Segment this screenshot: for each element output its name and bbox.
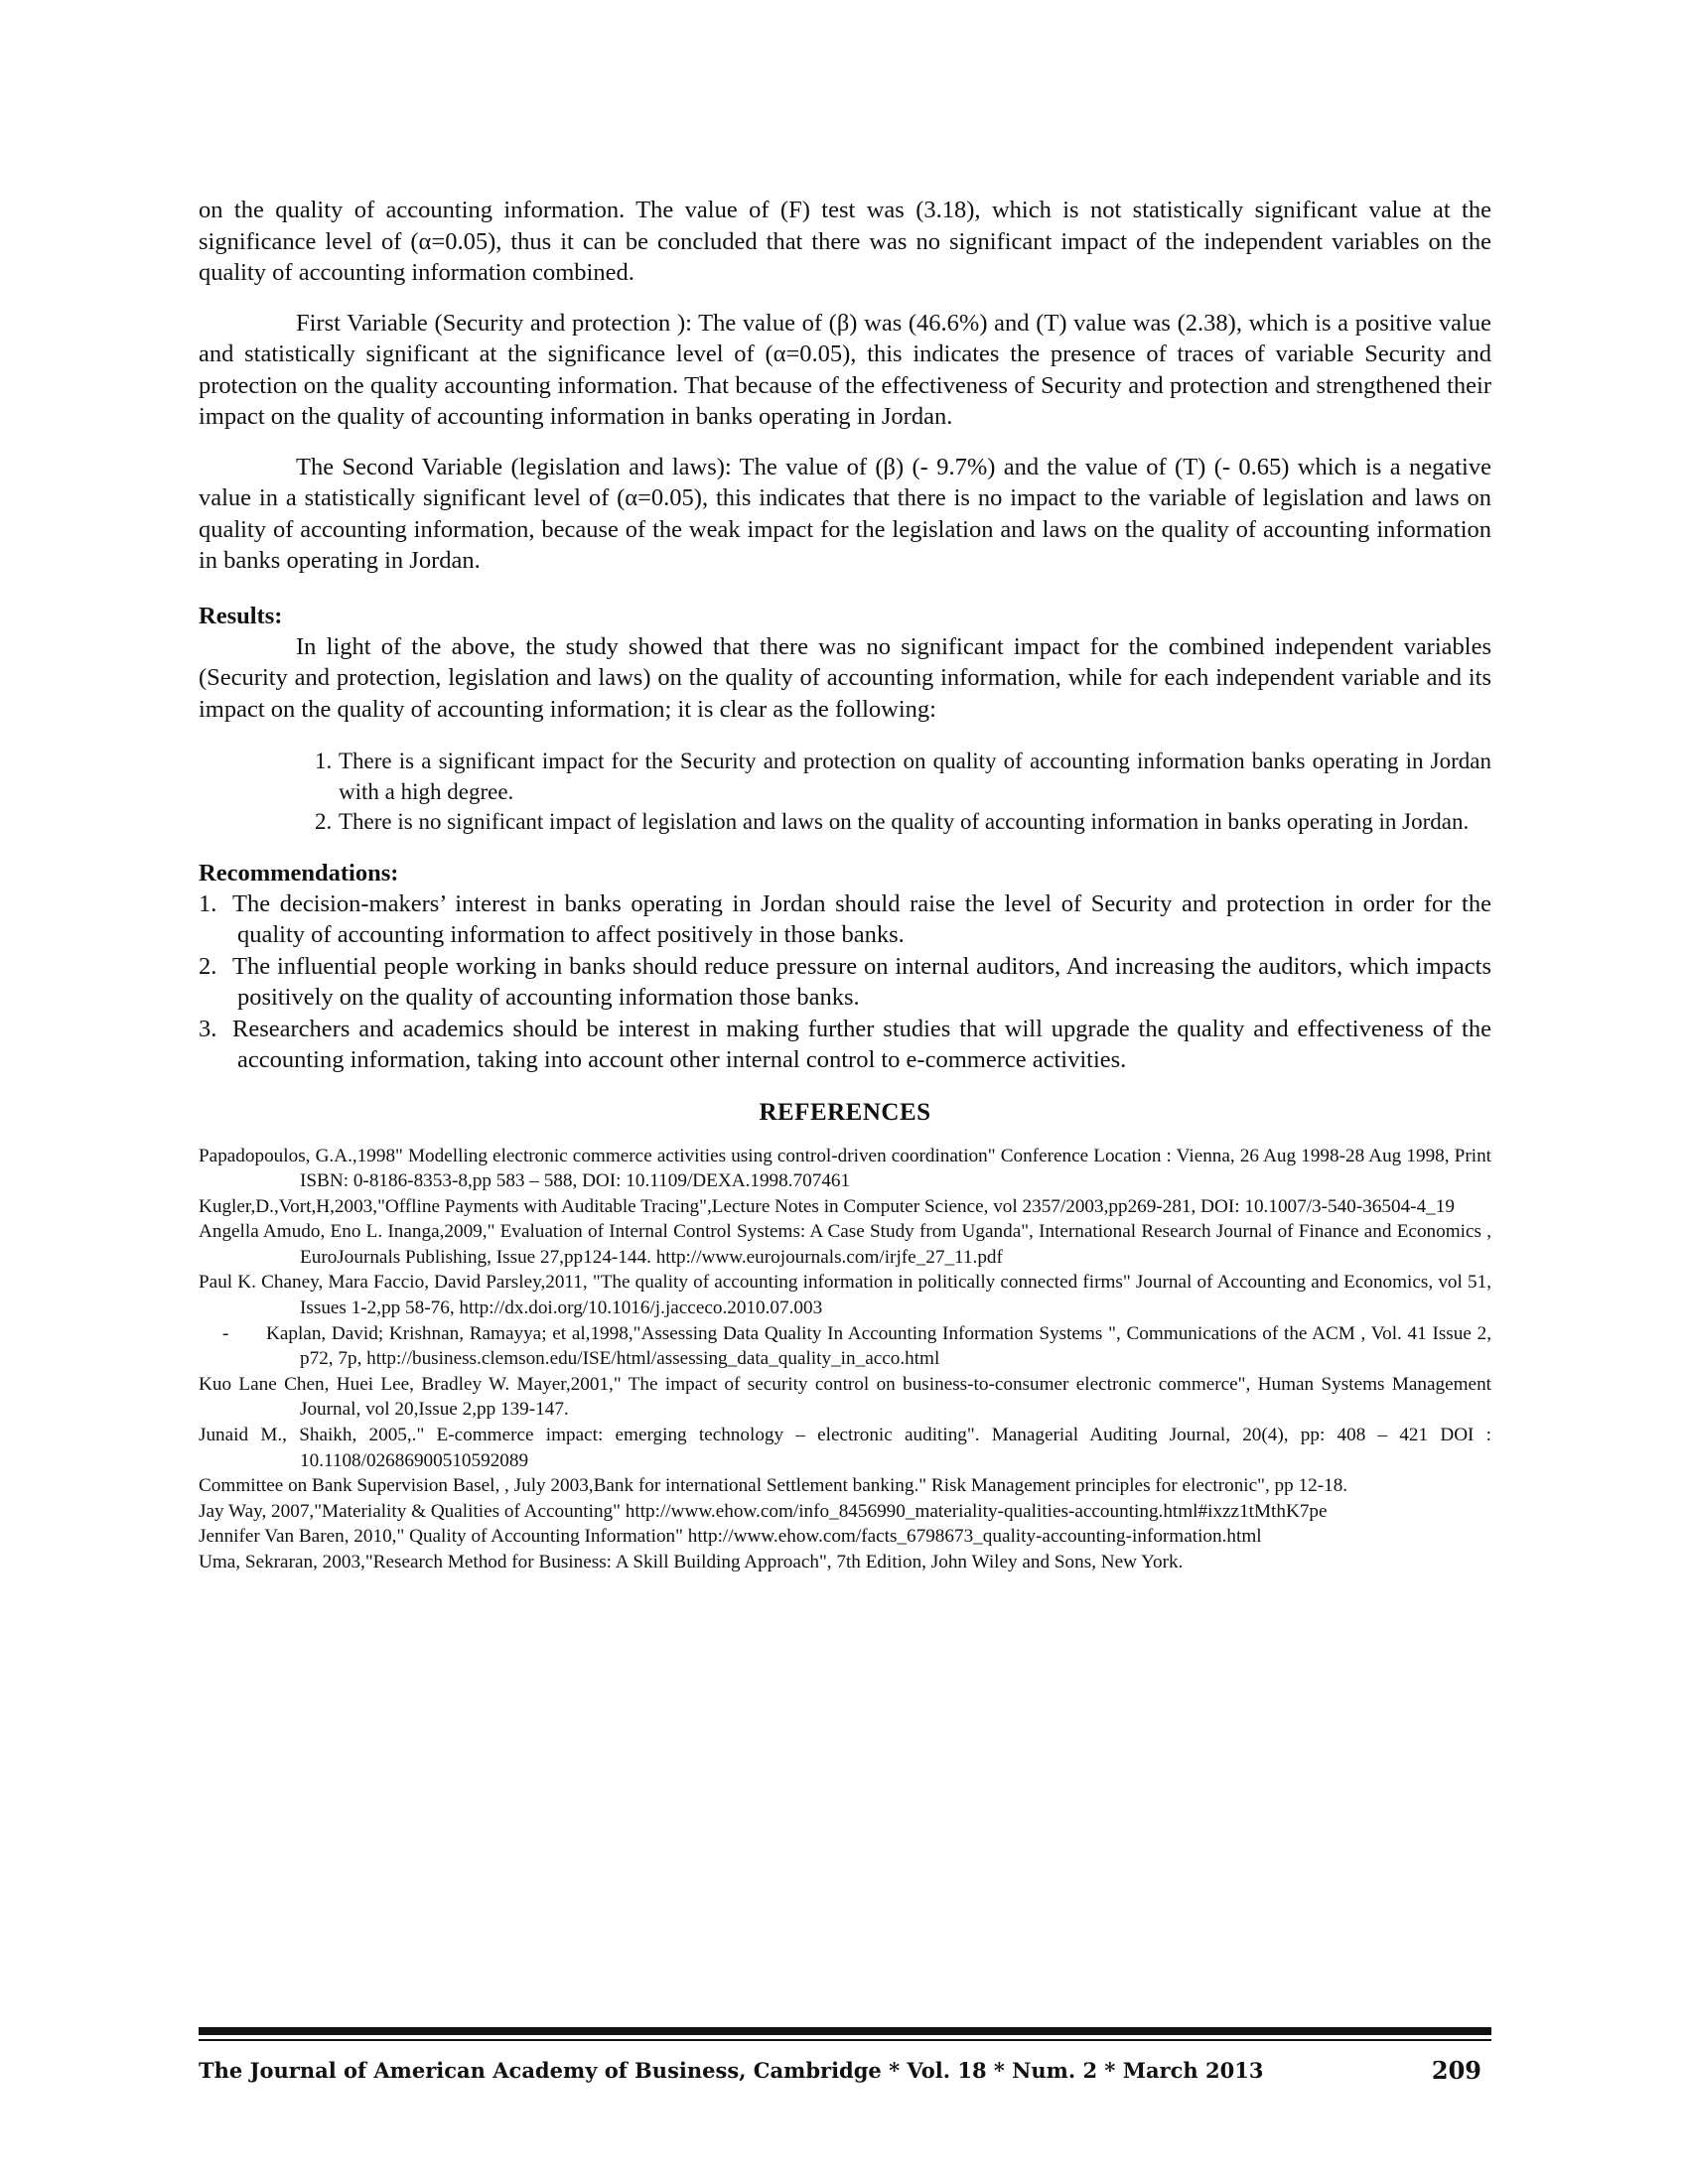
reference-text: Kaplan, David; Krishnan, Ramayya; et al,1998,"Assessing Data Quality In Accounting Information Systems ", Communications of the ACM , Vol. 41 Issue 2, p72, 7p, http://business.clemson.edu/ISE/html/assessing_data_quality_in_acco.html <box>266 1322 1491 1370</box>
recommendation-number: 2. <box>199 952 217 980</box>
results-item-text: There is no significant impact of legislation and laws on the quality of accounting information in banks operating in Jordan. <box>339 809 1470 834</box>
article-body <box>199 195 1491 1575</box>
recommendation-number: 1. <box>199 889 217 917</box>
reference-item: Jay Way, 2007,"Materiality & Qualities of Accounting" http://www.ehow.com/info_8456990_materiality-qualities-accounting.html#ixzz1tMthK7pe <box>199 1500 1328 1522</box>
results-item <box>199 747 1491 807</box>
reference-item <box>199 1321 1491 1372</box>
reference-item: Uma, Sekraran, 2003,"Research Method for Business: A Skill Building Approach", 7th Edition, John Wiley and Sons, New York. <box>199 1552 1184 1572</box>
reference-item: Committee on Bank Supervision Basel, , July 2003,Bank for international Settlement banking." Risk Management principles for electronic", pp 12-18. <box>199 1475 1348 1497</box>
recommendation-text: Researchers and academics should be interest in making further studies that will upgrade the quality and effectiveness of the accounting information, taking into account other internal control to e-commerce activities. <box>232 1015 1491 1073</box>
reference-dash-mark: - <box>222 1322 229 1344</box>
results-item-text: There is a significant impact for the Security and protection on quality of accounting information banks operating in Jordan with a high degree. <box>339 749 1491 804</box>
body-paragraph-2: First Variable (Security and protection ): The value of (β) was (46.6%) and (T) value was (2.38), which is a positive value and statistically significant at the significance level of (α=0.05), this indicates the presence of traces of variable Security and protection on the quality accounting information. That because of the effectiveness of Security and protection and strengthened their impact on the quality of accounting information in banks operating in Jordan. <box>199 309 1491 430</box>
results-intro: In light of the above, the study showed that there was no significant impact for the combined independent variables (Security and protection, legislation and laws) on the quality of accounting information, while for each independent variable and its impact on the quality of accounting information; it is clear as the following: <box>199 632 1491 723</box>
recommendation-text: The decision-makers’ interest in banks operating in Jordan should raise the level of Security and protection in order for the quality of accounting information to affect positively in those banks. <box>232 889 1491 948</box>
body-paragraph-1: on the quality of accounting information. The value of (F) test was (3.18), which is not statistically significant value at the significance level of (α=0.05), thus it can be concluded that there was no significant impact of the independent variables on the quality of accounting information combined. <box>199 197 1491 286</box>
recommendations-list <box>199 888 1491 1076</box>
recommendation-text: The influential people working in banks should reduce pressure on internal auditors, And increasing the auditors, which impacts positively on the quality of accounting information those banks. <box>232 952 1491 1011</box>
reference-item: Kugler,D.,Vort,H,2003,"Offline Payments with Auditable Tracing",Lecture Notes in Computer Science, vol 2357/2003,pp269-281, DOI: 10.1007/3-540-36504-4_19 <box>199 1195 1455 1217</box>
page-number: 209 <box>1431 2056 1481 2085</box>
reference-item: Junaid M., Shaikh, 2005,." E-commerce impact: emerging technology – electronic auditing". Managerial Auditing Journal, 20(4), pp: 408 – 421 DOI : 10.1108/02686900510592089 <box>199 1425 1491 1471</box>
results-heading: Results: <box>199 602 283 629</box>
journal-citation: The Journal of American Academy of Business, Cambridge * Vol. 18 * Num. 2 * March 2013 <box>199 2058 1264 2083</box>
reference-item: Paul K. Chaney, Mara Faccio, David Parsley,2011, "The quality of accounting information in politically connected firms" Journal of Accounting and Economics, vol 51, Issues 1-2,pp 58-76, http://dx.doi.org/10.1016/j.jacceco.2010.07.003 <box>199 1272 1491 1319</box>
results-item-number: 1. <box>315 749 333 773</box>
recommendations-heading: Recommendations: <box>199 859 399 887</box>
reference-item: Angella Amudo, Eno L. Inanga,2009," Evaluation of Internal Control Systems: A Case Study from Uganda", International Research Journal of Finance and Economics , EuroJournals Publishing, Issue 27,pp124-144. http://www.eurojournals.com/irjfe_27_11.pdf <box>199 1221 1491 1268</box>
results-list <box>199 747 1491 838</box>
recommendation-item <box>199 1014 1491 1076</box>
reference-item: Papadopoulos, G.A.,1998" Modelling electronic commerce activities using control-driven coordination" Conference Location : Vienna, 26 Aug 1998-28 Aug 1998, Print ISBN: 0-8186-8353-8,pp 583 – 588, DOI: 10.1109/DEXA.1998.707461 <box>199 1145 1491 1192</box>
body-paragraph-3: The Second Variable (legislation and laws): The value of (β) (- 9.7%) and the value of (T) (- 0.65) which is a negative value in a statistically significant level of (α=0.05), this indicates that there is no impact to the variable of legislation and laws on quality of accounting information, because of the weak impact for the legislation and laws on the quality of accounting information in banks operating in Jordan. <box>199 453 1491 574</box>
results-item <box>199 807 1491 838</box>
footer-rule-thick <box>199 2027 1491 2035</box>
results-item-number: 2. <box>315 809 333 834</box>
footer-rule-thin <box>199 2039 1491 2041</box>
references-list <box>199 1144 1491 1575</box>
page-footer <box>199 2053 1491 2089</box>
recommendation-item <box>199 888 1491 951</box>
reference-item: Jennifer Van Baren, 2010," Quality of Accounting Information" http://www.ehow.com/facts_6798673_quality-accounting-information.html <box>199 1526 1262 1548</box>
recommendation-number: 3. <box>199 1015 217 1042</box>
references-title: REFERENCES <box>759 1098 931 1126</box>
recommendation-item <box>199 951 1491 1014</box>
reference-item: Kuo Lane Chen, Huei Lee, Bradley W. Mayer,2001," The impact of security control on business-to-consumer electronic commerce", Human Systems Management Journal, vol 20,Issue 2,pp 139-147. <box>199 1373 1491 1421</box>
